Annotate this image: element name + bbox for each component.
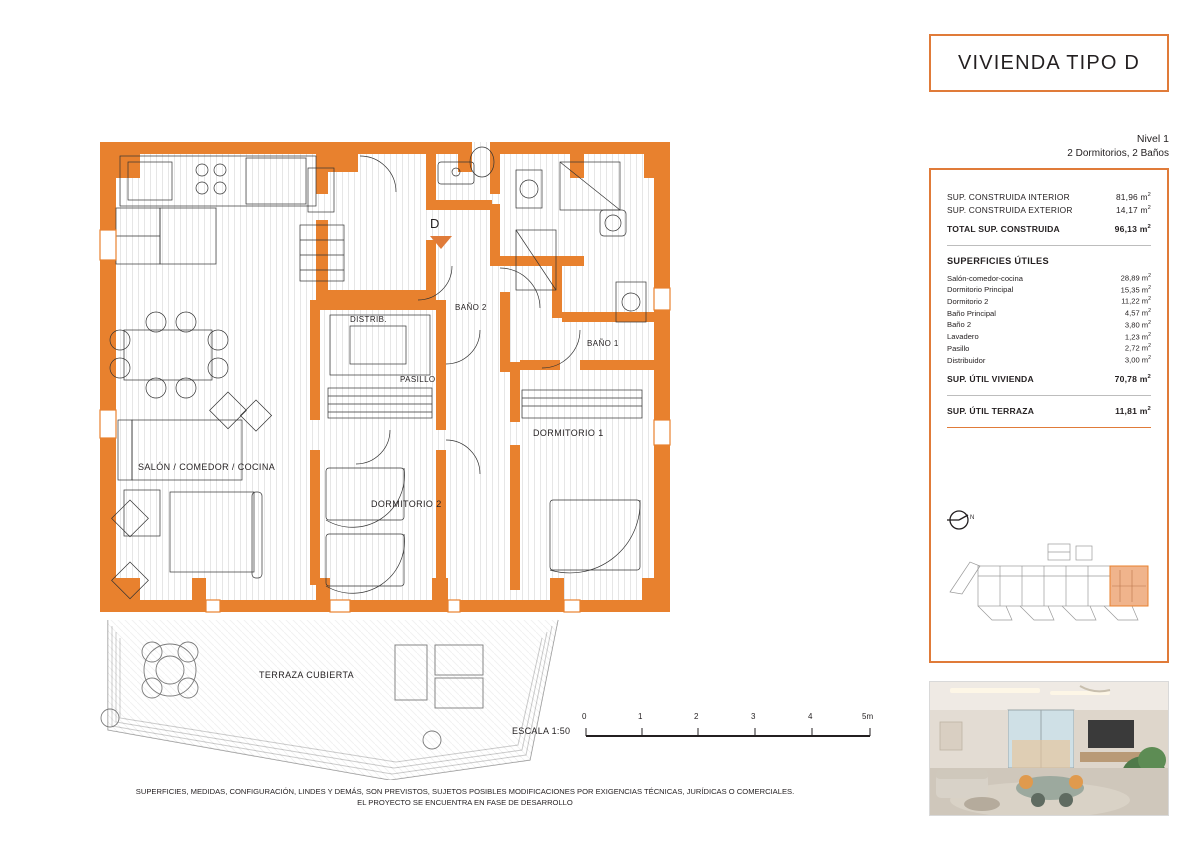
scale-tick-5: 5m	[862, 712, 874, 721]
scale-bar	[512, 714, 882, 748]
built-total-label: TOTAL SUP. CONSTRUIDA	[947, 224, 1060, 234]
scale-tick-1: 1	[638, 712, 643, 721]
disclaimer-line-1: SUPERFICIES, MEDIDAS, CONFIGURACIÓN, LINDES Y DEMÁS, SON PREVISTOS, SUJETOS POSIBLES MODIFICACIONES POR EXIGENCIAS TÉCNICAS, JURÍDICAS O COMERCIALES.	[135, 787, 795, 796]
useful-row	[947, 343, 1151, 353]
compass-north-icon	[947, 508, 981, 532]
divider-3	[947, 427, 1151, 428]
terrace-label: SUP. ÚTIL TERRAZA	[947, 405, 1035, 416]
level-label: Nivel 1	[1136, 133, 1169, 145]
svg-text:N: N	[970, 515, 975, 521]
terrace-value: 11,81 $m^2$	[1115, 405, 1151, 416]
scale-tick-0: 0	[582, 712, 587, 721]
disclaimer	[0, 786, 930, 808]
room-label-dorm2: DORMITORIO 2	[371, 499, 442, 509]
interior-render-photo	[929, 681, 1169, 816]
sheet-title-box	[929, 34, 1169, 92]
useful-value: 28,89 $m^2$	[1120, 273, 1151, 283]
useful-row	[947, 355, 1151, 365]
useful-label: Dormitorio 2	[947, 296, 989, 306]
useful-label: Baño Principal	[947, 308, 996, 318]
entry-arrow-icon	[430, 236, 452, 249]
useful-row	[947, 308, 1151, 318]
useful-value: 2,72 $m^2$	[1124, 343, 1151, 353]
useful-value: 3,00 $m^2$	[1124, 355, 1151, 365]
useful-total-label: SUP. ÚTIL VIVIENDA	[947, 373, 1034, 384]
useful-value: 11,22 $m^2$	[1121, 296, 1151, 306]
scale-tick-2: 2	[694, 712, 699, 721]
built-total-row	[947, 224, 1151, 234]
useful-label: Lavadero	[947, 332, 979, 342]
useful-row	[947, 320, 1151, 330]
useful-value: 4,57 $m^2$	[1124, 308, 1151, 318]
room-label-pasillo: PASILLO	[400, 375, 436, 384]
room-label-bano1: BAÑO 1	[587, 339, 619, 348]
built-exterior-row	[947, 205, 1151, 215]
entry-marker-letter: D	[430, 216, 440, 231]
divider-1	[947, 245, 1151, 246]
scale-caption: ESCALA 1:50	[512, 726, 571, 736]
room-label-terraza: TERRAZA CUBIERTA	[259, 670, 355, 680]
level-info	[929, 132, 1169, 162]
rooms-summary: 2 Dormitorios, 2 Baños	[1067, 148, 1169, 160]
built-interior-label: SUP. CONSTRUIDA INTERIOR	[947, 192, 1070, 202]
built-total-value: 96,13 $m^2$	[1114, 224, 1151, 234]
room-label-dorm1: DORMITORIO 1	[533, 428, 604, 438]
scale-graphic	[580, 714, 880, 748]
built-interior-row	[947, 192, 1151, 202]
useful-row	[947, 273, 1151, 283]
useful-value: 1,23 $m^2$	[1124, 331, 1151, 342]
built-exterior-value: 14,17 $m^2$	[1115, 205, 1151, 215]
useful-value: 15,35 $m^2$	[1120, 284, 1151, 295]
useful-label: Distribuidor	[947, 355, 986, 365]
room-label-bano2: BAÑO 2	[455, 303, 487, 312]
useful-label: Salón-comedor-cocina	[947, 273, 1023, 283]
floorplan-drawing	[60, 100, 910, 780]
scale-tick-3: 3	[751, 712, 756, 721]
key-plan	[940, 532, 1160, 627]
terrace-row	[947, 406, 1151, 416]
useful-label: Pasillo	[947, 343, 970, 353]
scale-tick-4: 4	[808, 712, 813, 721]
useful-total-row	[947, 374, 1151, 384]
room-label-salon: SALÓN / COMEDOR / COCINA	[138, 462, 276, 472]
useful-label: Dormitorio Principal	[947, 285, 1014, 295]
useful-label: Baño 2	[947, 320, 972, 330]
room-label-distrib: DISTRIB.	[350, 315, 387, 324]
useful-areas-heading: SUPERFICIES ÚTILES	[947, 256, 1049, 266]
built-exterior-label: SUP. CONSTRUIDA EXTERIOR	[947, 205, 1073, 215]
useful-value: 3,80 $m^2$	[1124, 319, 1151, 330]
disclaimer-line-2: EL PROYECTO SE ENCUENTRA EN FASE DE DESARROLLO	[357, 798, 573, 807]
built-interior-value: 81,96 $m^2$	[1115, 192, 1151, 202]
divider-2	[947, 395, 1151, 396]
useful-row	[947, 332, 1151, 342]
useful-row	[947, 285, 1151, 295]
useful-row	[947, 296, 1151, 306]
floor-fill	[100, 142, 670, 612]
useful-total-value: 70,78 $m^2$	[1114, 373, 1151, 384]
page-title: VIVIENDA TIPO D	[957, 51, 1141, 74]
plan-svg	[60, 100, 910, 780]
